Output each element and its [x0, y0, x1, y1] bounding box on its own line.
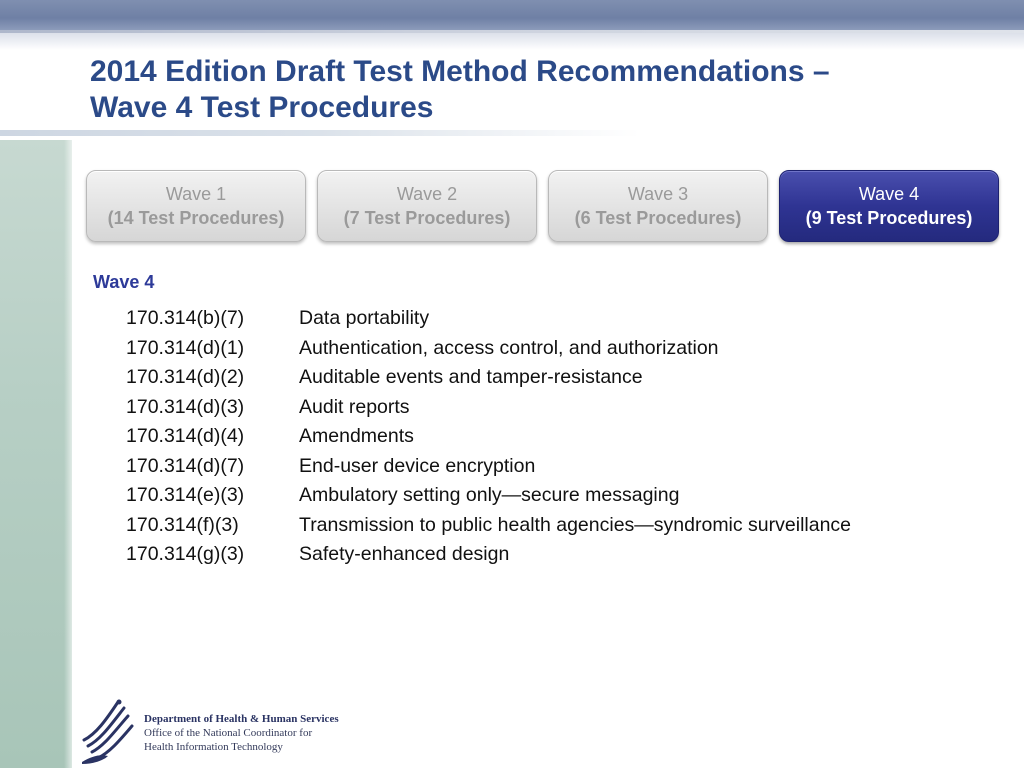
list-item [126, 511, 1006, 541]
top-banner [0, 0, 1024, 30]
list-item [126, 481, 1006, 511]
procedure-code: 170.314(d)(7) [126, 454, 245, 477]
slide-title-line-2: Wave 4 Test Procedures [90, 91, 434, 124]
procedure-description: End-user device encryption [299, 454, 536, 477]
tab-wave-3[interactable] [548, 170, 768, 242]
procedure-code: 170.314(g)(3) [126, 543, 245, 565]
title-underline [0, 130, 640, 136]
wave-tabs [86, 170, 1000, 244]
procedure-description: Safety-enhanced design [299, 543, 510, 565]
procedure-code: 170.314(d)(3) [126, 395, 245, 418]
logo-org-line-1: Department of Health & Human Services [144, 713, 339, 725]
tab-sublabel: (7 Test Procedures) [343, 208, 511, 228]
tab-sublabel: (6 Test Procedures) [574, 208, 742, 228]
logo-org-line-3: Health Information Technology [144, 741, 283, 753]
tab-label: Wave 3 [627, 184, 689, 204]
procedure-description: Ambulatory setting only—secure messaging [299, 484, 680, 506]
list-item [126, 393, 1006, 423]
tab-wave-2[interactable] [317, 170, 537, 242]
procedure-description: Data portability [299, 307, 430, 329]
list-item [126, 334, 1006, 364]
procedure-description: Authentication, access control, and authorization [299, 336, 719, 359]
procedure-code: 170.314(b)(7) [126, 307, 245, 329]
tab-sublabel: (9 Test Procedures) [805, 208, 973, 228]
tab-label: Wave 4 [858, 184, 920, 204]
tab-label: Wave 2 [396, 184, 458, 204]
procedure-code: 170.314(d)(4) [126, 425, 245, 447]
slide-title-line-1: 2014 Edition Draft Test Method Recommendations – [90, 55, 830, 88]
procedure-code: 170.314(f)(3) [126, 513, 239, 536]
section-heading: Wave 4 [93, 272, 155, 292]
procedure-description: Amendments [299, 425, 414, 447]
procedure-code: 170.314(d)(2) [126, 366, 245, 388]
procedure-code: 170.314(d)(1) [126, 336, 245, 359]
procedure-description: Auditable events and tamper-resistance [299, 366, 643, 388]
test-procedure-list [126, 304, 1006, 570]
tab-sublabel: (14 Test Procedures) [107, 208, 285, 228]
procedure-description: Audit reports [299, 395, 410, 418]
left-accent-strip [0, 140, 72, 768]
logo-text [144, 712, 339, 754]
hhs-logo [78, 694, 343, 768]
tab-wave-1[interactable] [86, 170, 306, 242]
tab-wave-4[interactable] [779, 170, 999, 242]
list-item [126, 304, 1006, 334]
logo-org-line-2: Office of the National Coordinator for [144, 727, 313, 739]
procedure-code: 170.314(e)(3) [126, 484, 245, 506]
slide-title [90, 54, 990, 126]
tab-label: Wave 1 [165, 184, 227, 204]
list-item [126, 540, 1006, 570]
hhs-eagle-icon [78, 694, 142, 768]
list-item [126, 422, 1006, 452]
list-item [126, 452, 1006, 482]
list-item [126, 363, 1006, 393]
procedure-description: Transmission to public health agencies—syndromic surveillance [299, 513, 852, 536]
top-banner-fade [0, 30, 1024, 50]
